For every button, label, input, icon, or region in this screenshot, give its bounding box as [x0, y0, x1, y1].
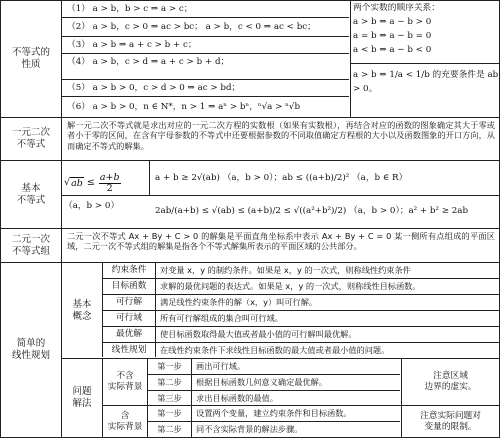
- lp-method-label: 问题 解法: [72, 386, 92, 409]
- with-background-note: 注意实际问题对 变量的限制。: [420, 410, 481, 432]
- step-text: 同不含实际背景的解法步骤。: [196, 424, 303, 435]
- section-properties: [0, 0, 500, 118]
- property-item: （4） a > b，c > d ⇒ a + c > b + d；: [67, 56, 230, 67]
- property-item: （5） a > b > 0，c > d > 0 ⇒ ac > bd；: [67, 82, 241, 93]
- with-background-label: 含 实际背景: [107, 410, 143, 432]
- concept-def: 对变量 x，y 的制约条件。如果是 x，y 的一次式，则称线性约束条件: [160, 265, 411, 276]
- step-label: 第二步: [157, 424, 182, 435]
- step-text: 求出目标函数的最值。: [196, 392, 278, 403]
- linear-system-label: 二元一次 不等式组: [11, 233, 50, 257]
- quadratic-label: 一元二次 不等式: [11, 127, 50, 150]
- concept-def: 所有可行解组成的集合叫可行域。: [160, 313, 283, 324]
- property-item: （6） a > b > 0，n ∈ N*，n > 1 ⇒ aⁿ > bⁿ，ⁿ√a > ⁿ√b: [67, 101, 301, 112]
- lp-label: 简单的 线性规划: [11, 338, 50, 361]
- concept-def: 满足线性约束条件的解（x，y）叫可行解。: [160, 297, 318, 308]
- concept-term: 可行域: [115, 313, 143, 324]
- no-background-label: 不含 实际背景: [107, 370, 143, 392]
- basic-ineq-1-cond: （a，b > 0）: [64, 201, 120, 211]
- section-quadratic: [0, 117, 500, 161]
- property-item: （2） a > b，c > 0 ⇒ ac > bc； a > b，c < 0 ⇒ ac < bc；: [67, 21, 316, 32]
- concept-term: 可行解: [115, 297, 143, 308]
- basic-label: 基本 不等式: [16, 182, 46, 206]
- step-label: 第二步: [157, 377, 182, 388]
- concept-def: 在线性约束条件下求线性目标函数的最大值或者最小值的问题。: [160, 345, 390, 356]
- step-text: 设置两个变量，建立约束条件和目标函数。: [196, 408, 352, 419]
- step-text: 画出可行域。: [196, 361, 246, 372]
- properties-label: 不等式的 性质: [11, 47, 50, 70]
- step-label: 第一步: [157, 408, 182, 419]
- basic-ineq-2: a + b ≥ 2√(ab) （a，b > 0）；ab ≤ ((a+b)/2)² （a，b ∈ R）: [155, 172, 408, 183]
- concept-term: 线性规划: [111, 345, 147, 356]
- section-linear-system: [0, 228, 500, 263]
- linear-system-text: 二元一次不等式 Ax + By + C > 0 的解集是平面直角坐标系中表示 Ax + By + C = 0 某一侧所有点组成的平面区域，二元一次不等式组的解集是指各个不等式解集所表示的平面区域的公共部分。: [67, 231, 495, 252]
- order-item: a < b ⇔ a − b < 0: [353, 45, 432, 55]
- concept-def: 使目标函数取得最大值或者最小值的可行解叫最优解。: [160, 329, 357, 340]
- no-background-note: 注意区域 边界的虚实。: [424, 370, 477, 392]
- step-label: 第一步: [157, 361, 182, 372]
- section-linear-programming: [0, 262, 500, 438]
- concept-term: 目标函数: [111, 281, 147, 292]
- order-item: a > b ⇔ a − b > 0: [353, 17, 432, 27]
- property-item: （1） a > b，b > c ⇒ a > c；: [67, 3, 193, 14]
- reciprocal-rule: a > b ⇔ 1/a < 1/b 的充要条件是 ab > 0。: [353, 70, 499, 94]
- step-label: 第三步: [157, 392, 182, 403]
- basic-ineq-1: √ ab ≤ $\frac{a+b}{2}$ （a，b > 0）: [64, 165, 144, 225]
- order-item: a = b ⇔ a − b = 0: [353, 31, 432, 41]
- lp-basic-label: 基本 概念: [72, 298, 92, 322]
- concept-term: 约束条件: [111, 265, 147, 276]
- concept-term: 最优解: [115, 329, 143, 340]
- step-text: 根据目标函数几何意义确定最优解。: [196, 377, 328, 388]
- concept-def: 求解的最优问题的表达式。如果是 x，y 的一次式，则称线性目标函数。: [160, 281, 421, 292]
- property-item: （3） a > b ⇒ a + c > b + c；: [67, 39, 197, 50]
- order-title: 两个实数的顺序关系：: [353, 3, 440, 13]
- quadratic-text: 解一元二次不等式就是求出对应的一元二次方程的实数根（如果有实数根），再结合对应的函数的图象确定其大于零或者小于零的区间，在含有字母参数的不等式中还要根据参数的不同取值确定方程根的大小以及函数图象的开口方向，从而确定不等式的解集。: [67, 120, 495, 151]
- basic-ineq-3: 2ab/(a+b) ≤ √(ab) ≤ (a+b)/2 ≤ √((a²+b²)/2) （a，b > 0）；a² + b² ≥ 2ab: [155, 206, 469, 217]
- section-basic: [0, 160, 500, 229]
